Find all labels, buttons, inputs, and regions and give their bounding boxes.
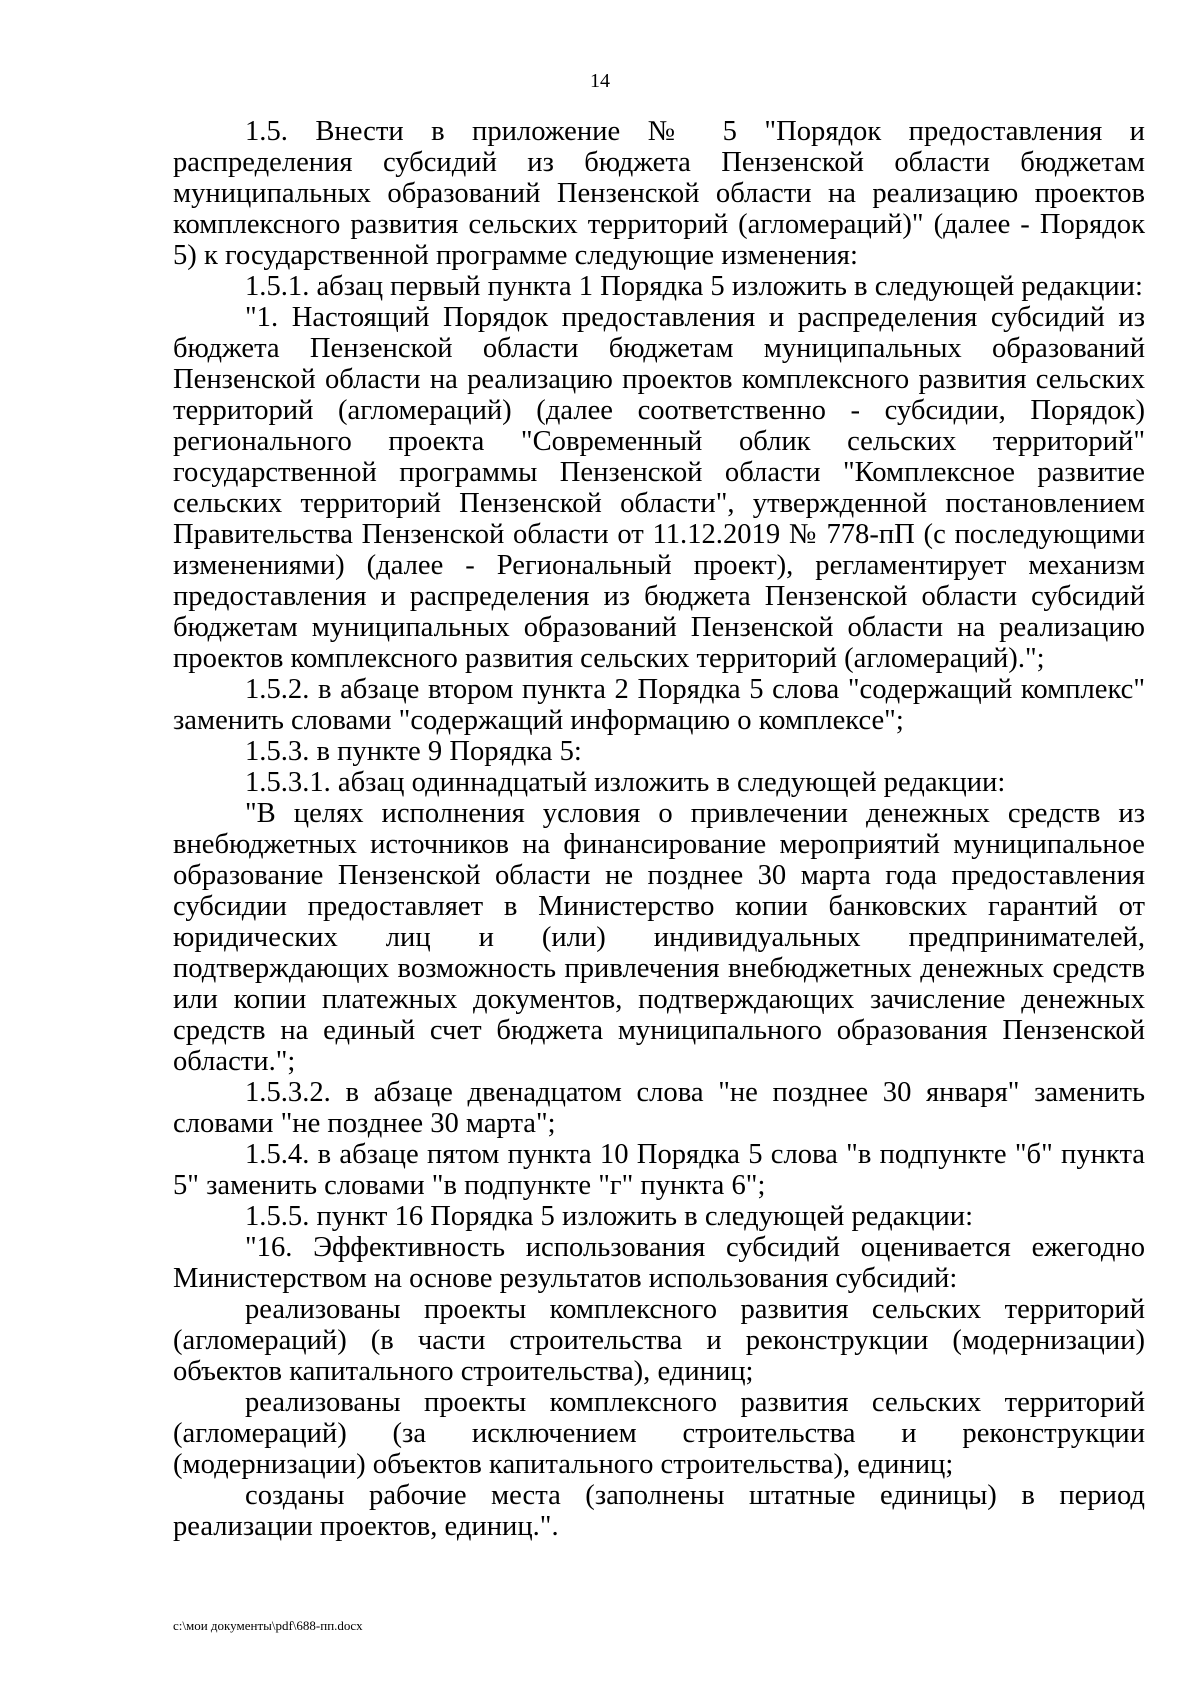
paragraph-quote-point-16: "16. Эффективность использования субсидий оценивается ежегодно Министерством на основе результатов использования субсидий: <box>173 1232 1145 1294</box>
paragraph-quote-point-1: "1. Настоящий Порядок предоставления и распределения субсидий из бюджета Пензенской области бюджетам муниципальных образований Пензенской области на реализацию проектов комплексного развития сельских территорий (агломераций) (далее соответственно - субсидии, Порядок) регионального проекта "Современный облик сельских территорий" государственной программы Пензенской области "Комплексное развитие сельских территорий Пензенской области", утвержденной постановлением Правительства Пензенской области от 11.12.2019 № 778-пП (с последующими изменениями) (далее - Региональный проект), регламентирует механизм предоставления и распределения из бюджета Пензенской области субсидий бюджетам муниципальных образований Пензенской области на реализацию проектов комплексного развития сельских территорий (агломераций)."; <box>173 302 1145 674</box>
paragraph-1-5-1: 1.5.1. абзац первый пункта 1 Порядка 5 изложить в следующей редакции: <box>245 271 1143 302</box>
page-number: 14 <box>590 70 610 92</box>
paragraph-1-5-5: 1.5.5. пункт 16 Порядка 5 изложить в следующей редакции: <box>245 1201 974 1232</box>
paragraph-1-5-3-2: 1.5.3.2. в абзаце двенадцатом слова "не позднее 30 января" заменить словами "не позднее 30 марта"; <box>173 1077 1145 1139</box>
paragraph-1-5-3: 1.5.3. в пункте 9 Порядка 5: <box>245 736 582 767</box>
paragraph-indicator-2: реализованы проекты комплексного развития сельских территорий (агломераций) (за исключением строительства и реконструкции (модернизации) объектов капитального строительства), единиц; <box>173 1387 1145 1480</box>
document-body <box>173 116 1145 1542</box>
paragraph-1-5-3-1: 1.5.3.1. абзац одиннадцатый изложить в следующей редакции: <box>245 767 1006 798</box>
paragraph-1-5: 1.5. Внести в приложение № 5 "Порядок предоставления и распределения субсидий из бюджета Пензенской области бюджетам муниципальных образований Пензенской области на реализацию проектов комплексного развития сельских территорий (агломераций)" (далее - Порядок 5) к государственной программе следующие изменения: <box>173 116 1145 271</box>
paragraph-indicator-1: реализованы проекты комплексного развития сельских территорий (агломераций) (в части строительства и реконструкции (модернизации) объектов капитального строительства), единиц; <box>173 1294 1145 1387</box>
paragraph-indicator-3: созданы рабочие места (заполнены штатные единицы) в период реализации проектов, единиц.". <box>173 1480 1145 1542</box>
paragraph-1-5-2: 1.5.2. в абзаце втором пункта 2 Порядка 5 слова "содержащий комплекс" заменить словами "содержащий информацию о комплексе"; <box>173 674 1145 736</box>
paragraph-quote-extrabudgetary: "В целях исполнения условия о привлечении денежных средств из внебюджетных источников на финансирование мероприятий муниципальное образование Пензенской области не позднее 30 марта года предоставления субсидии предоставляет в Министерство копии банковских гарантий от юридических лиц и (или) индивидуальных предпринимателей, подтверждающих возможность привлечения внебюджетных денежных средств или копии платежных документов, подтверждающих зачисление денежных средств на единый счет бюджета муниципального образования Пензенской области."; <box>173 798 1145 1077</box>
paragraph-1-5-4: 1.5.4. в абзаце пятом пункта 10 Порядка 5 слова "в подпункте "б" пункта 5" заменить словами "в подпункте "г" пункта 6"; <box>173 1139 1145 1201</box>
footer-file-path: c:\мои документы\pdf\688-пп.docx <box>173 1618 363 1633</box>
